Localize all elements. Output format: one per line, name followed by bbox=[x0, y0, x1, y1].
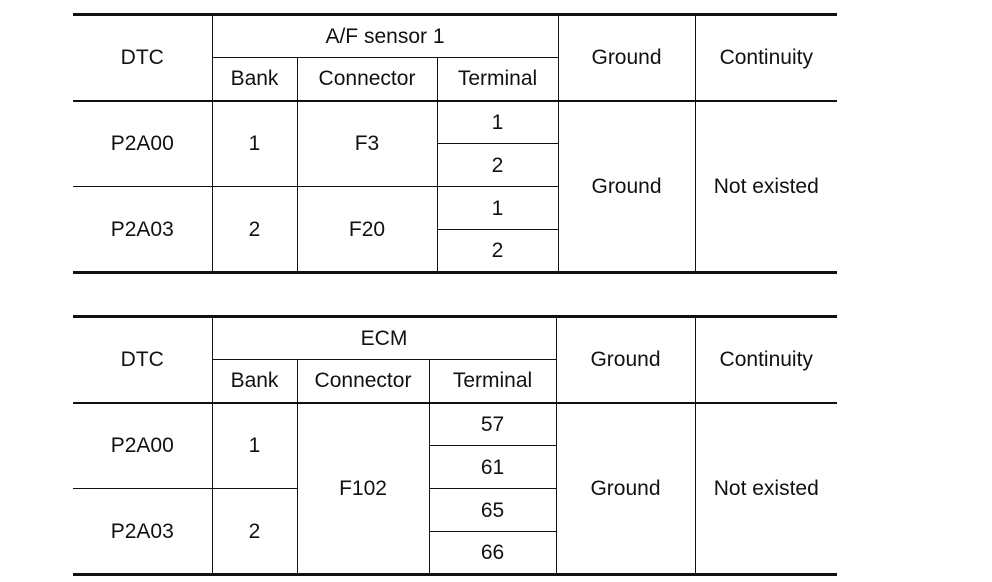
header-connector: Connector bbox=[297, 58, 437, 101]
header-ground: Ground bbox=[556, 317, 695, 403]
dtc-cell: P2A03 bbox=[73, 187, 212, 273]
header-continuity: Continuity bbox=[695, 317, 837, 403]
header-ground: Ground bbox=[558, 15, 695, 101]
terminal-cell: 2 bbox=[437, 230, 558, 273]
bank-cell: 2 bbox=[212, 187, 297, 273]
continuity-cell: Not existed bbox=[695, 403, 837, 575]
dtc-cell: P2A00 bbox=[73, 101, 212, 187]
ground-cell: Ground bbox=[556, 403, 695, 575]
terminal-cell: 1 bbox=[437, 101, 558, 144]
header-bank: Bank bbox=[212, 58, 297, 101]
bank-cell: 1 bbox=[212, 101, 297, 187]
header-continuity: Continuity bbox=[695, 15, 837, 101]
header-connector: Connector bbox=[297, 360, 429, 403]
header-dtc: DTC bbox=[73, 317, 212, 403]
terminal-cell: 2 bbox=[437, 144, 558, 187]
bank-cell: 1 bbox=[212, 403, 297, 489]
connector-cell: F20 bbox=[297, 187, 437, 273]
continuity-cell: Not existed bbox=[695, 101, 837, 273]
header-terminal: Terminal bbox=[437, 58, 558, 101]
terminal-cell: 1 bbox=[437, 187, 558, 230]
header-dtc: DTC bbox=[73, 15, 212, 101]
header-bank: Bank bbox=[212, 360, 297, 403]
terminal-cell: 65 bbox=[429, 489, 556, 532]
bank-cell: 2 bbox=[212, 489, 297, 575]
dtc-cell: P2A00 bbox=[73, 403, 212, 489]
ground-cell: Ground bbox=[558, 101, 695, 273]
af-sensor-continuity-table bbox=[73, 13, 837, 274]
header-terminal: Terminal bbox=[429, 360, 556, 403]
connector-cell: F3 bbox=[297, 101, 437, 187]
terminal-cell: 57 bbox=[429, 403, 556, 446]
terminal-cell: 66 bbox=[429, 532, 556, 575]
header-af-sensor-1: A/F sensor 1 bbox=[212, 15, 558, 58]
header-ecm: ECM bbox=[212, 317, 556, 360]
dtc-cell: P2A03 bbox=[73, 489, 212, 575]
connector-cell: F102 bbox=[297, 403, 429, 575]
terminal-cell: 61 bbox=[429, 446, 556, 489]
ecm-continuity-table bbox=[73, 315, 837, 576]
